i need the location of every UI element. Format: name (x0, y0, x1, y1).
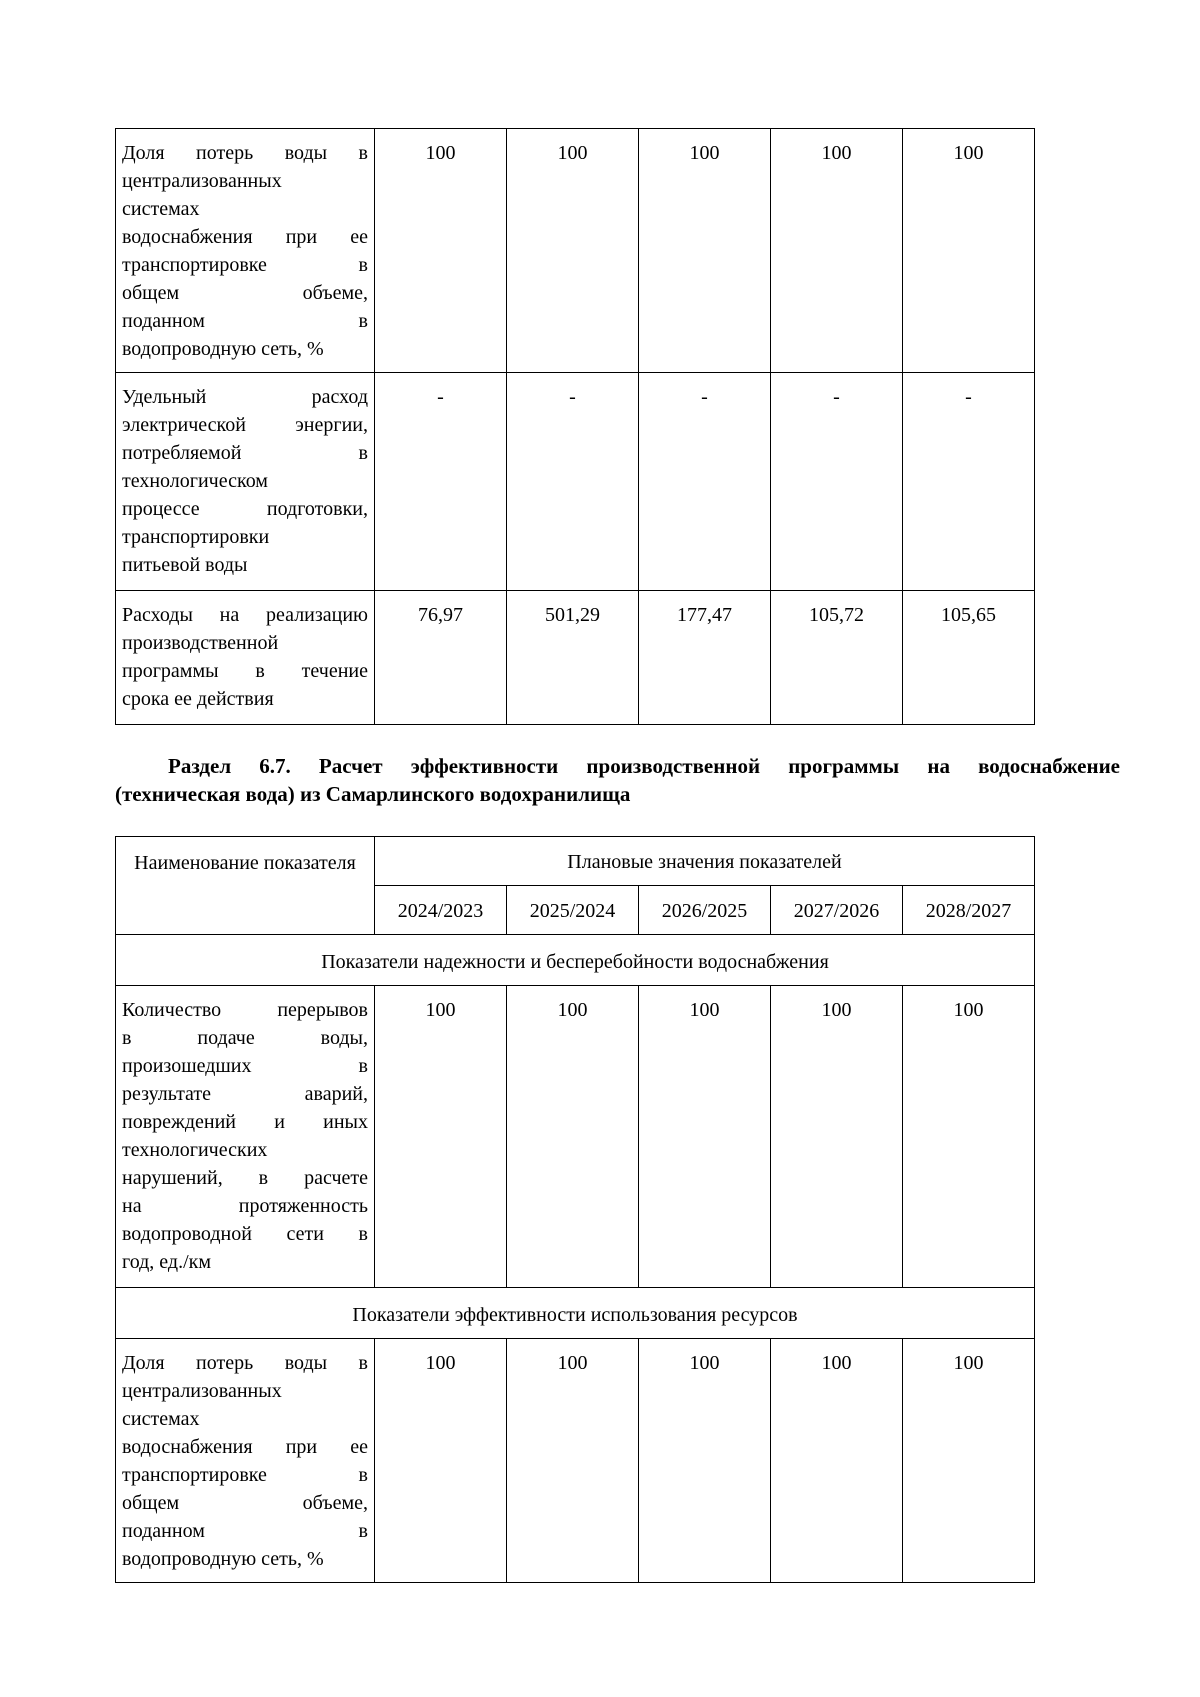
table-row (116, 129, 1035, 373)
label-line: централизованных (122, 170, 282, 192)
label-line: транспортировке в (122, 1464, 368, 1486)
label-line: питьевой воды (122, 554, 248, 576)
value-cell: 100 (639, 986, 771, 1288)
year-header: 2027/2026 (771, 886, 903, 935)
year-header: 2024/2023 (375, 886, 507, 935)
group-row (116, 1288, 1035, 1339)
table-row (116, 373, 1035, 591)
value-cell: 100 (507, 1339, 639, 1583)
value-cell: 76,97 (375, 591, 507, 725)
value-cell: 100 (375, 129, 507, 373)
label-line: водоснабжения при ее (122, 1436, 368, 1458)
value-cell: 100 (375, 986, 507, 1288)
value-cell: 100 (771, 986, 903, 1288)
label-line: производственной (122, 632, 279, 654)
value-cell: 177,47 (639, 591, 771, 725)
value-cell: 105,72 (771, 591, 903, 725)
plan-values-header: Плановые значения показателей (375, 837, 1035, 886)
label-line: Доля потерь воды в (122, 1352, 368, 1374)
label-line: год, ед./км (122, 1251, 212, 1273)
label-line: транспортировке в (122, 254, 368, 276)
value-cell: - (375, 373, 507, 591)
value-cell: 100 (903, 1339, 1035, 1583)
group-title: Показатели эффективности использования ресурсов (116, 1288, 1035, 1339)
group-title: Показатели надежности и бесперебойности водоснабжения (116, 935, 1035, 986)
indicator-label (116, 1339, 375, 1583)
label-line: водопроводной сети в (122, 1223, 368, 1245)
value-cell: 100 (771, 1339, 903, 1583)
label-line: водопроводную сеть, % (122, 1548, 324, 1570)
label-line: поданном в (122, 1520, 368, 1542)
label-line: Расходы на реализацию (122, 604, 368, 626)
label-line: Количество перерывов (122, 999, 368, 1021)
value-cell: 100 (375, 1339, 507, 1583)
label-line: Удельный расход (122, 386, 368, 408)
group-row (116, 935, 1035, 986)
value-cell: - (771, 373, 903, 591)
label-line: централизованных (122, 1380, 282, 1402)
indicators-table-top (115, 128, 1035, 725)
value-cell: 100 (771, 129, 903, 373)
label-line: на протяженность (122, 1195, 368, 1217)
value-cell: 100 (507, 986, 639, 1288)
label-line: процессе подготовки, (122, 498, 368, 520)
label-line: системах (122, 1408, 200, 1430)
label-line: потребляемой в (122, 442, 368, 464)
year-header: 2028/2027 (903, 886, 1035, 935)
year-header: 2026/2025 (639, 886, 771, 935)
label-line: произошедших в (122, 1055, 368, 1077)
label-line: общем объеме, (122, 282, 368, 304)
indicators-table-bottom (115, 836, 1035, 1583)
value-cell: 501,29 (507, 591, 639, 725)
label-line: технологических (122, 1139, 268, 1161)
section-heading-line: Раздел 6.7. Расчет эффективности производственной программы на водоснабжение (168, 754, 1120, 778)
value-cell: - (507, 373, 639, 591)
table-row (116, 986, 1035, 1288)
label-line: Доля потерь воды в (122, 142, 368, 164)
section-heading-line: (техническая вода) из Самарлинского водохранилища (115, 782, 631, 806)
label-line: водоснабжения при ее (122, 226, 368, 248)
indicator-label (116, 986, 375, 1288)
indicator-label (116, 373, 375, 591)
value-cell: 100 (507, 129, 639, 373)
label-line: поданном в (122, 310, 368, 332)
indicator-name-header: Наименование показателя (116, 837, 375, 935)
value-cell: 100 (903, 129, 1035, 373)
indicator-label (116, 129, 375, 373)
indicator-label (116, 591, 375, 725)
label-line: системах (122, 198, 200, 220)
value-cell: 105,65 (903, 591, 1035, 725)
label-line: срока ее действия (122, 688, 274, 710)
label-line: технологическом (122, 470, 268, 492)
value-cell: - (903, 373, 1035, 591)
table-row (116, 1339, 1035, 1583)
value-cell: 100 (639, 129, 771, 373)
label-line: результате аварий, (122, 1083, 368, 1105)
label-line: нарушений, в расчете (122, 1167, 368, 1189)
label-line: водопроводную сеть, % (122, 338, 324, 360)
table-row (116, 591, 1035, 725)
value-cell: - (639, 373, 771, 591)
table-header-row (116, 837, 1035, 886)
label-line: общем объеме, (122, 1492, 368, 1514)
label-line: в подаче воды, (122, 1027, 368, 1049)
value-cell: 100 (639, 1339, 771, 1583)
section-heading (115, 752, 1120, 808)
label-line: повреждений и иных (122, 1111, 368, 1133)
value-cell: 100 (903, 986, 1035, 1288)
label-line: транспортировки (122, 526, 270, 548)
label-line: электрической энергии, (122, 414, 368, 436)
label-line: программы в течение (122, 660, 368, 682)
year-header: 2025/2024 (507, 886, 639, 935)
